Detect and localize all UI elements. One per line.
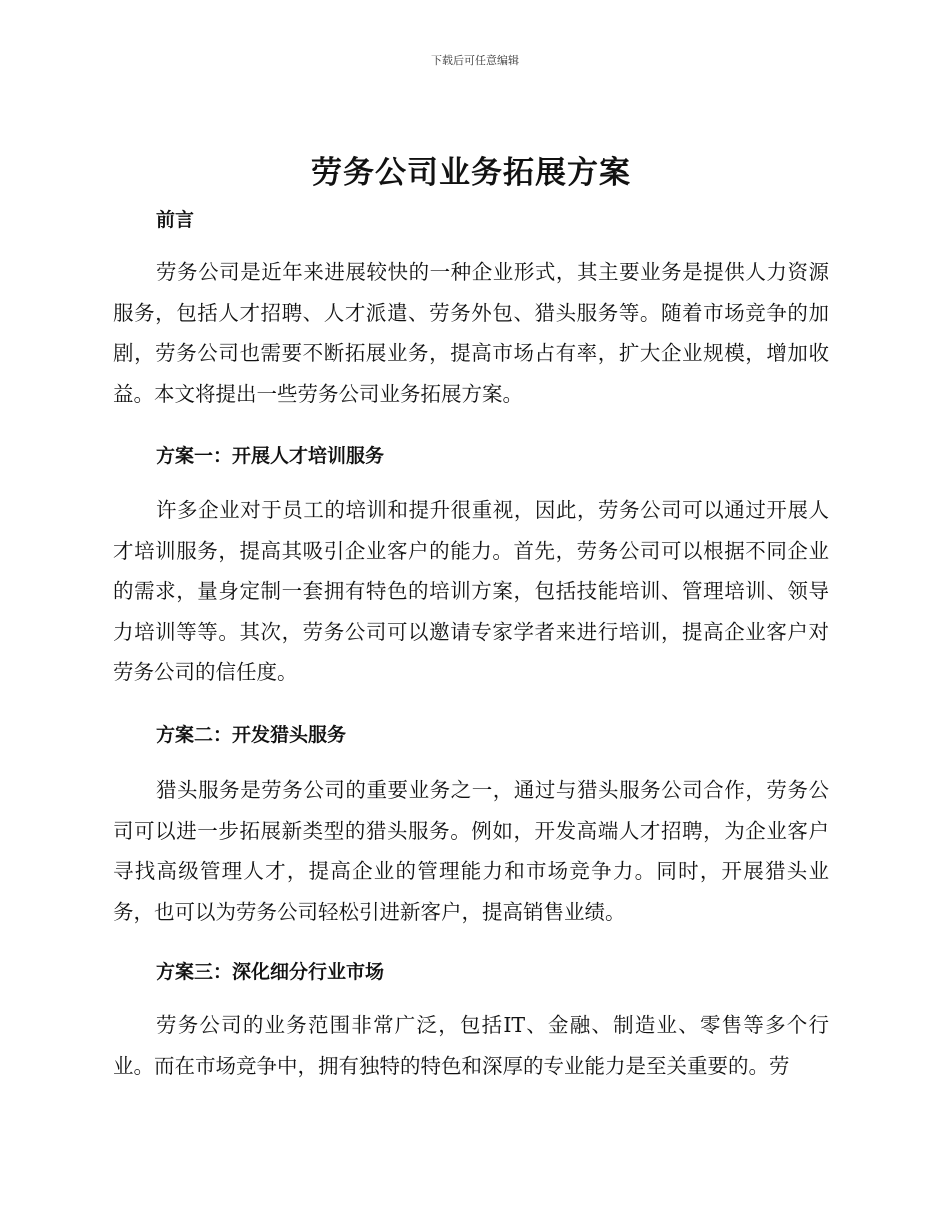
section-paragraph-plan-3: 劳务公司的业务范围非常广泛，包括IT、金融、制造业、零售等多个行业。而在市场竞争中，拥有独特的特色和深厚的专业能力是至关重要的。劳 xyxy=(113,1013,829,1078)
section-paragraph-plan-1: 许多企业对于员工的培训和提升很重视，因此，劳务公司可以通过开展人才培训服务，提高其吸引企业客户的能力。首先，劳务公司可以根据不同企业的需求，量身定制一套拥有特色的培训方案，包括技能培训、管理培训、领导力培训等等。其次，劳务公司可以邀请专家学者来进行培训，提高企业客户对劳务公司的信任度。 xyxy=(113,498,829,684)
header-note: 下载后可任意编辑 xyxy=(431,54,519,67)
document-title: 劳务公司业务拓展方案 xyxy=(311,155,631,191)
section-heading-plan-2: 方案二：开发猎头服务 xyxy=(156,724,347,746)
section-heading-preface: 前言 xyxy=(156,209,195,231)
section-paragraph-plan-2: 猎头服务是劳务公司的重要业务之一，通过与猎头服务公司合作，劳务公司可以进一步拓展新类型的猎头服务。例如，开发高端人才招聘，为企业客户寻找高级管理人才，提高企业的管理能力和市场竞争力。同时，开展猎头业务，也可以为劳务公司轻松引进新客户，提高销售业绩。 xyxy=(113,778,829,924)
section-paragraph-preface: 劳务公司是近年来进展较快的一种企业形式，其主要业务是提供人力资源服务，包括人才招聘、人才派遣、劳务外包、猎头服务等。随着市场竞争的加剧，劳务公司也需要不断拓展业务，提高市场占有率，扩大企业规模，增加收益。本文将提出一些劳务公司业务拓展方案。 xyxy=(113,260,829,406)
section-heading-plan-3: 方案三：深化细分行业市场 xyxy=(156,961,385,983)
section-heading-plan-1: 方案一：开展人才培训服务 xyxy=(156,445,385,467)
